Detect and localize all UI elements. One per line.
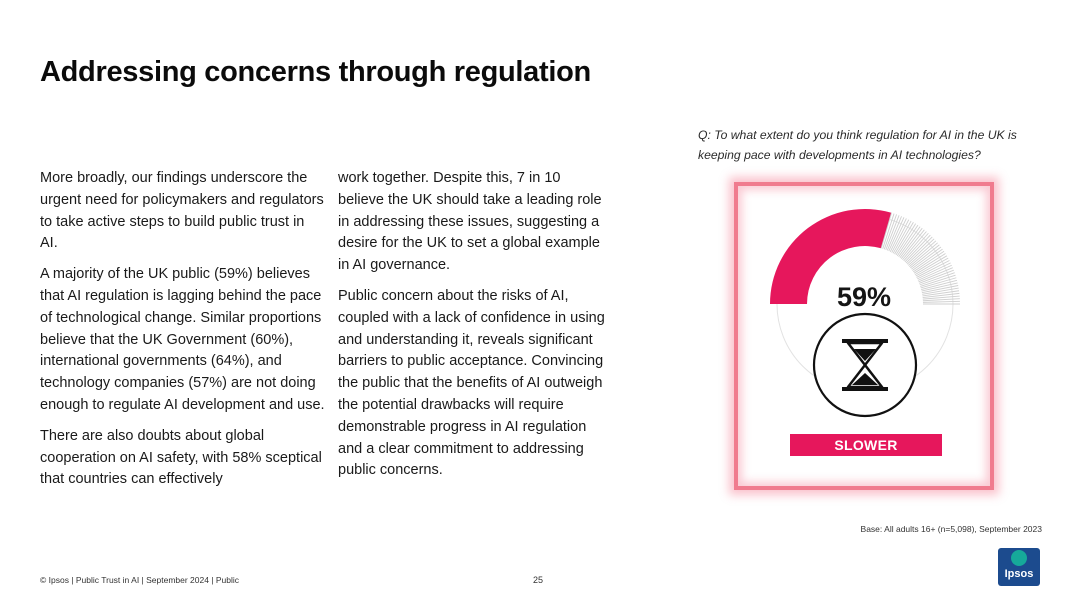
- page-title: Addressing concerns through regulation: [40, 56, 591, 88]
- paragraph: More broadly, our findings underscore the urgent need for policymakers and regulators to take active steps to build public trust in AI.: [40, 170, 324, 252]
- paragraph: Public concern about the risks of AI, coupled with a lack of confidence in using and understanding it, reveals significant barriers to public acceptance. Convincing the public that the benefits of AI outweigh the potential drawbacks will require demonstrable progress in AI regulation and a clear commitment to addressing public concerns.: [338, 287, 605, 479]
- infographic-box: [734, 182, 994, 490]
- paragraph: There are also doubts about global cooperation on AI safety, with 58% sceptical that countries can effectively: [40, 427, 322, 488]
- footer-text: © Ipsos | Public Trust in AI | September 2024 | Public: [40, 575, 240, 585]
- logo-mark: [1011, 550, 1027, 566]
- paragraph: A majority of the UK public (59%) believes that AI regulation is lagging behind the pace of technological change. Similar proportions believe that the UK Government (60%), international governments (64%), and technology companies (57%) are not doing enough to regulate AI development and use.: [40, 266, 325, 413]
- logo-text: Ipsos: [1004, 568, 1034, 580]
- text-column-left: [40, 168, 325, 500]
- page-number: 25: [533, 575, 544, 585]
- ipsos-logo: [998, 548, 1040, 586]
- status-badge: SLOWER: [790, 434, 942, 456]
- percentage-value: 59%: [836, 282, 892, 312]
- text-column-right: [338, 168, 610, 491]
- base-note: Base: All adults 16+ (n=5,098), September 2023: [860, 524, 1042, 534]
- paragraph: work together. Despite this, 7 in 10 believe the UK should take a leading role in addressing these issues, suggesting a desire for the UK to set a global example in AI governance.: [338, 170, 602, 274]
- survey-question: Q: To what extent do you think regulation for AI in the UK is keeping pace with developments in AI technologies?: [698, 128, 1017, 162]
- hourglass-icon: [814, 314, 916, 416]
